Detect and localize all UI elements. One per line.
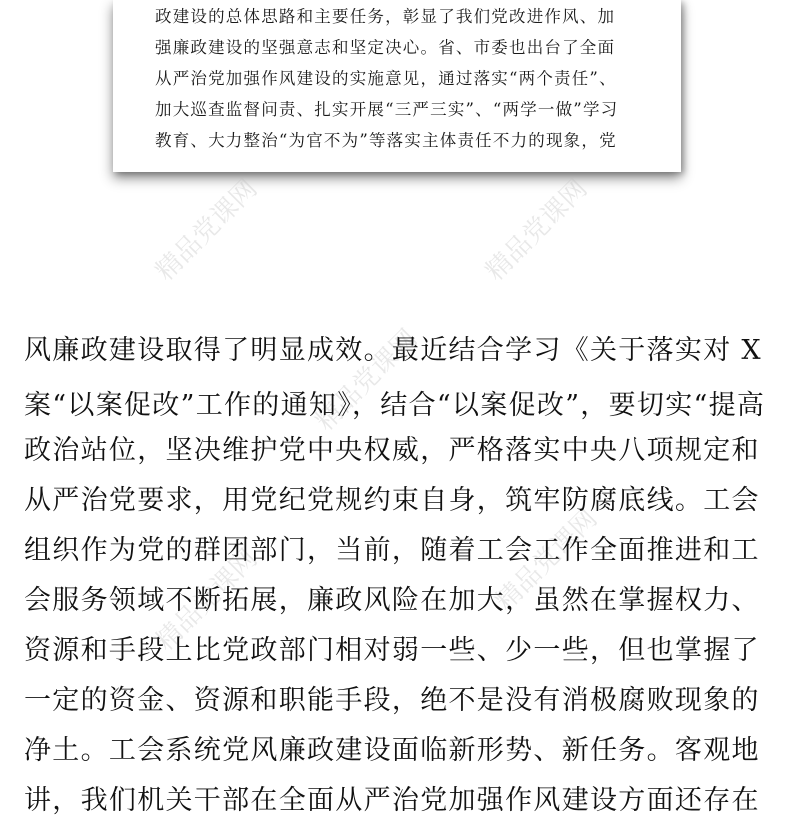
body-text-line: 从严治党要求，用党纪党规约束自身，筑牢防腐底线。工会: [24, 485, 760, 516]
preview-text-line: 加大巡查监督问责、扎实开展“三严三实”、“两学一做”学习: [155, 100, 619, 119]
watermark: 精品党课网: [150, 173, 264, 287]
body-text-line: 组织作为党的群团部门，当前，随着工会工作全面推进和工: [24, 535, 760, 566]
watermark: 精品党课网: [310, 323, 424, 437]
body-text-line: 一定的资金、资源和职能手段，绝不是没有消极腐败现象的: [24, 685, 760, 716]
body-text-line: 讲，我们机关干部在全面从严治党加强作风建设方面还存在: [24, 785, 760, 816]
body-text-line: 资源和手段上比党政部门相对弱一些、少一些，但也掌握了: [24, 635, 760, 666]
watermark: 精品党课网: [480, 173, 594, 287]
body-text-line: 风廉政建设取得了明显成效。最近结合学习《关于落实对 X: [24, 335, 762, 366]
preview-text-line: 教育、大力整治“为官不为”等落实主体责任不力的现象，党: [155, 131, 617, 150]
body-text-line: 政治站位，坚决维护党中央权威，严格落实中央八项规定和: [24, 435, 760, 466]
document-preview-card: [113, 0, 681, 172]
preview-text-line: 政建设的总体思路和主要任务，彰显了我们党改进作风、加: [155, 7, 616, 26]
watermark: 精品党课网: [490, 503, 604, 617]
body-text-line: 净土。工会系统党风廉政建设面临新形势、新任务。客观地: [24, 735, 760, 766]
body-text-line: 会服务领域不断拓展，廉政风险在加大，虽然在掌握权力、: [24, 585, 760, 616]
preview-text-line: 从严治党加强作风建设的实施意见，通过落实“两个责任”、: [155, 69, 617, 88]
preview-text-line: 强廉政建设的坚强意志和坚定决心。省、市委也出台了全面: [155, 38, 616, 57]
body-text-line: 案“以案促改”工作的通知》，结合“以案促改”，要切实“提高: [24, 390, 766, 421]
watermark: 精品党课网: [150, 543, 264, 657]
